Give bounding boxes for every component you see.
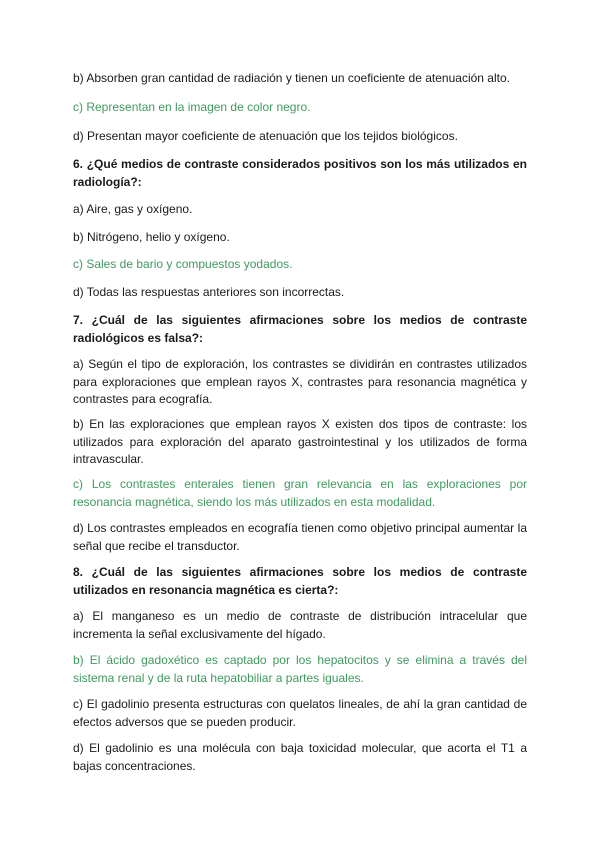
option-a-q7: a) Según el tipo de exploración, los contrastes se dividirán en contrastes utilizados para exploraciones que emplean rayos X, contrastes para resonancia magnética y contrastes para ecografía. — [73, 357, 527, 406]
option-b-q8-correct: b) El ácido gadoxético es captado por los hepatocitos y se elimina a través del sistema renal y de la ruta hepatobiliar a partes iguales. — [73, 653, 527, 685]
option-d-q6: d) Todas las respuestas anteriores son incorrectas. — [73, 285, 345, 299]
option-d-q7: d) Los contrastes empleados en ecografía tienen como objetivo principal aumentar la señal que recibe el transductor. — [73, 521, 527, 553]
option-c-q6-correct: c) Sales de bario y compuestos yodados. — [73, 257, 293, 271]
option-b-q7: b) En las exploraciones que emplean rayos X existen dos tipos de contraste: los utilizados para exploración del aparato gastrointestinal y los utilizados de forma intravascular. — [73, 417, 527, 466]
option-b-q6: b) Nitrógeno, helio y oxígeno. — [73, 230, 230, 244]
question-8: 8. ¿Cuál de las siguientes afirmaciones sobre los medios de contraste utilizados en resonancia magnética es cierta?: — [73, 565, 527, 597]
question-6: 6. ¿Qué medios de contraste considerados positivos son los más utilizados en radiología?: — [73, 157, 527, 189]
option-c-q5-correct: c) Representan en la imagen de color negro. — [73, 100, 311, 114]
option-c-q8: c) El gadolinio presenta estructuras con quelatos lineales, de ahí la gran cantidad de efectos adversos que se pueden producir. — [73, 697, 527, 729]
option-a-q8: a) El manganeso es un medio de contraste de distribución intracelular que incrementa la señal exclusivamente del hígado. — [73, 609, 527, 641]
option-c-q7-correct: c) Los contrastes enterales tienen gran relevancia en las exploraciones por resonancia magnética, siendo los más utilizados en esta modalidad. — [73, 477, 527, 509]
option-b-q5: b) Absorben gran cantidad de radiación y tienen un coeficiente de atenuación alto. — [73, 71, 510, 85]
option-d-q5: d) Presentan mayor coeficiente de atenuación que los tejidos biológicos. — [73, 129, 458, 143]
option-d-q8: d) El gadolinio es una molécula con baja toxicidad molecular, que acorta el T1 a bajas concentraciones. — [73, 741, 527, 773]
option-a-q6: a) Aire, gas y oxígeno. — [73, 202, 193, 216]
question-7: 7. ¿Cuál de las siguientes afirmaciones sobre los medios de contraste radiológicos es falsa?: — [73, 313, 527, 345]
